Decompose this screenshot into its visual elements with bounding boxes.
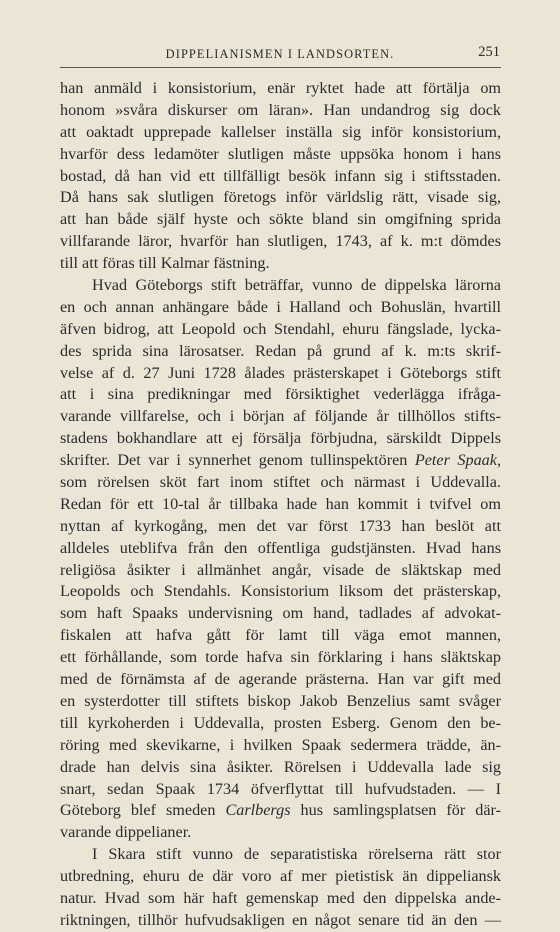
text-line: som haft Spaaks undervisning om hand, tadlades af advokat- <box>60 604 501 623</box>
text-line: villfarande läror, hvarför han slutligen, 1743, af k. m:t dömdes <box>60 232 501 251</box>
text-line: en systerdotter till stiftets biskop Jakob Benzelius samt svåger <box>60 691 501 710</box>
text-line: religiösa åsikter i allmänhet angår, visade de släktskap med <box>60 560 501 579</box>
running-title: DIPPELIANISMEN I LANDSORTEN. <box>165 47 395 61</box>
text-line: Då hans sak slutligen företogs inför världslig rätt, visade sig, <box>60 188 501 207</box>
text-line: riktningen, tillhör hufvudsakligen en något senare tid än den — <box>60 910 501 929</box>
header-rule <box>60 67 501 68</box>
text-line: stadens bokhandlare att ej försälja förbjudna, särskildt Dippels <box>60 429 501 448</box>
body-text <box>60 78 501 932</box>
text-line: att han både själf hyste och sökte bland sin omgifning sprida <box>60 210 501 229</box>
text-segment: hus samlingsplatsen för där- <box>300 801 502 820</box>
text-line: Redan för ett 10-tal år tillbaka hade han kommit i tvifvel om <box>60 494 501 513</box>
text-segment: Göteborg blef smeden <box>60 801 216 820</box>
italic-name-peter-spaak: Peter Spaak, <box>414 451 501 470</box>
text-line: med de förnämsta af de agerande prästerna. Han var gift med <box>60 670 501 689</box>
text-line: en och annan anhängare både i Halland och Bohuslän, hvartill <box>60 297 501 316</box>
text-line: röring med skevikarne, i hvilken Spaak sedermera trädde, än- <box>60 735 501 754</box>
text-line: drade han delvis sina åsikter. Rörelsen i Uddevalla lade sig <box>60 757 501 776</box>
text-line: varande villfarelse, och i början af följande år tillhöllos stifts- <box>60 407 501 426</box>
text-line: äfven bidrog, att Leopold och Stendahl, ehuru fängslade, lycka- <box>60 319 501 338</box>
text-line: till att föras till Kalmar fästning. <box>60 254 270 273</box>
text-line: som rörelsen sköt fart inom stiftet och närmast i Uddevalla. <box>60 473 501 492</box>
text-line: att oaktadt upprepade kallelser inställa sig inför konsistorium, <box>60 122 501 141</box>
text-line: alldeles uteblifva från den offentliga gudstjänsten. Hvad hans <box>60 538 501 557</box>
text-line: till kyrkoherden i Uddevalla, prosten Esberg. Genom den be- <box>60 713 501 732</box>
text-line: snart, sedan Spaak 1734 öfverflyttat till hufvudstaden. — I <box>60 779 501 798</box>
text-line: des sprida sina lärosatser. Redan på grund af k. m:ts skrif- <box>60 341 501 360</box>
italic-name-carlbergs: Carlbergs <box>225 801 291 820</box>
page-number: 251 <box>478 44 500 60</box>
text-line: Leopolds och Stendahls. Konsistorium liksom det prästerskap, <box>60 582 501 601</box>
paragraph-start-line: Hvad Göteborgs stift beträffar, vunno de dippelska lärorna <box>92 276 501 295</box>
text-line <box>60 800 501 822</box>
text-line: fiskalen att hafva gått för lamt till väga emot mannen, <box>60 626 501 645</box>
text-line: varande dippelianer. <box>60 823 192 842</box>
text-line: natur. Hvad som här haft gemenskap med den dippelska ande- <box>60 888 501 907</box>
text-line: velse af d. 27 Juni 1728 ålades prästerskapet i Göteborgs stift <box>60 363 501 382</box>
text-line: nyttan af kyrkogång, men det var först 1733 han beslöt att <box>60 516 501 535</box>
running-head <box>60 42 500 62</box>
text-line: honom »svåra diskurser om läran». Han undandrog sig dock <box>60 100 501 119</box>
text-line: utbredning, ehuru de där voro af mer pietistisk än dippeliansk <box>60 867 501 886</box>
text-line: han anmäld i konsistorium, enär ryktet hade att förtälja om <box>60 79 501 97</box>
text-line: att i sina predikningar med försiktighet vederlägga ifråga- <box>60 385 501 404</box>
text-line: ett förhållande, som torde hafva sin förklaring i hans släktskap <box>60 648 501 667</box>
text-line: bostad, då han vid ett tillfälligt besök infann sig i stiftsstaden. <box>60 166 501 185</box>
text-line: hvarför dess ledamöter slutligen måste uppsöka honom i hans <box>60 144 501 163</box>
text-segment: skrifter. Det var i synnerhet genom tullinspektören <box>60 451 408 470</box>
text-line <box>60 450 501 472</box>
paragraph-start-line: I Skara stift vunno de separatistiska rörelserna rätt stor <box>92 845 501 864</box>
